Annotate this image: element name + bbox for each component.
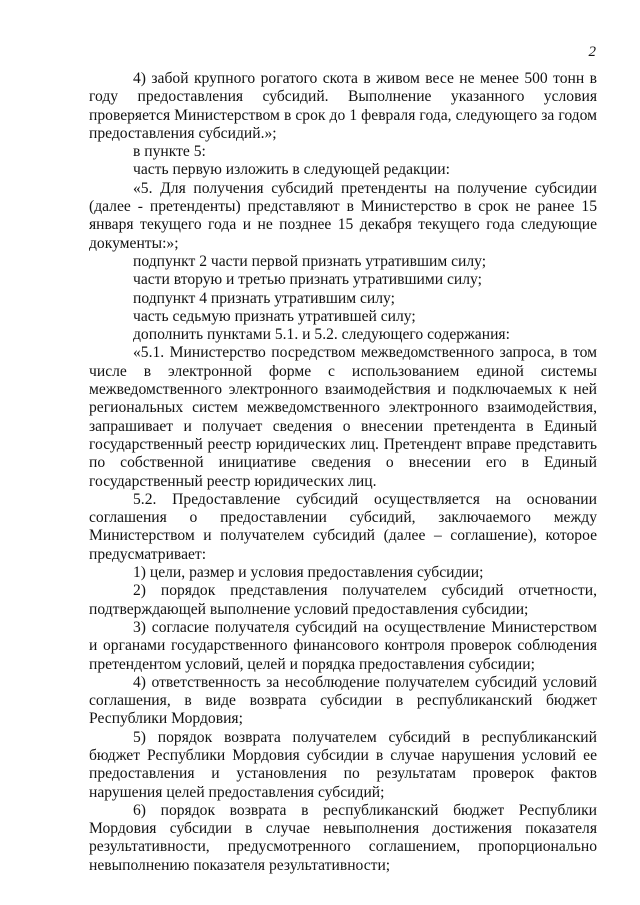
document-body: [89, 70, 597, 875]
paragraph: подпункт 4 признать утратившим силу;: [133, 289, 395, 307]
paragraph: подпункт 2 части первой признать утратившим силу;: [133, 252, 487, 270]
paragraph: 2) порядок представления получателем субсидий отчетности, подтверждающей выполнение условий предоставления субсидии;: [89, 582, 597, 618]
paragraph: части вторую и третью признать утратившими силу;: [133, 271, 482, 289]
paragraph: 5) порядок возврата получателем субсидий в республиканский бюджет Республики Мордовия субсидии в случае нарушения условий ее предоставления и установления по результатам проверок фактов нарушения целей предоставления субсидий;: [89, 728, 597, 801]
paragraph: 1) цели, размер и условия предоставления субсидии;: [133, 564, 484, 582]
paragraph: часть первую изложить в следующей редакции:: [133, 161, 450, 179]
paragraph: 3) согласие получателя субсидий на осуществление Министерством и органами государственного финансового контроля проверок соблюдения претендентом условий, целей и порядка предоставления субсидии;: [89, 618, 597, 673]
paragraph: «5. Для получения субсидий претенденты на получение субсидии (далее - претенденты) представляют в Министерство в срок не ранее 15 января текущего года и не позднее 15 декабря текущего года следующие документы:»;: [89, 179, 597, 252]
paragraph: «5.1. Министерство посредством межведомственного запроса, в том числе в электронной форме с использованием единой системы межведомственного электронного взаимодействия и подключаемых к ней региональных систем межведомственного электронного взаимодействия, запрашивает и получает сведения о внесении претендента в Единый государственный реестр юридических лиц. Претендент вправе представить по собственной инициативе сведения о внесении его в Единый государственный реестр юридических лиц.: [89, 344, 597, 490]
paragraph: часть седьмую признать утратившей силу;: [133, 307, 416, 325]
paragraph: 5.2. Предоставление субсидий осуществляется на основании соглашения о предоставлении субсидий, заключаемого между Министерством и получателем субсидий (далее – соглашение), которое предусматривает:: [89, 490, 597, 563]
page-number: 2: [588, 44, 596, 60]
paragraph: 6) порядок возврата в республиканский бюджет Республики Мордовия субсидии в случае невыполнения достижения показателя результативности, предусмотренного соглашением, пропорционально невыполнению показателя результативности;: [89, 801, 597, 874]
paragraph: 4) забой крупного рогатого скота в живом весе не менее 500 тонн в году предоставления субсидий. Выполнение указанного условия проверяется Министерством в срок до 1 февраля года, следующего за годом предоставления субсидий.»;: [89, 70, 597, 142]
paragraph: 4) ответственность за несоблюдение получателем субсидий условий соглашения, в виде возврата субсидии в республиканский бюджет Республики Мордовия;: [89, 673, 597, 728]
paragraph: дополнить пунктами 5.1. и 5.2. следующего содержания:: [133, 326, 510, 344]
paragraph: в пункте 5:: [133, 143, 206, 161]
